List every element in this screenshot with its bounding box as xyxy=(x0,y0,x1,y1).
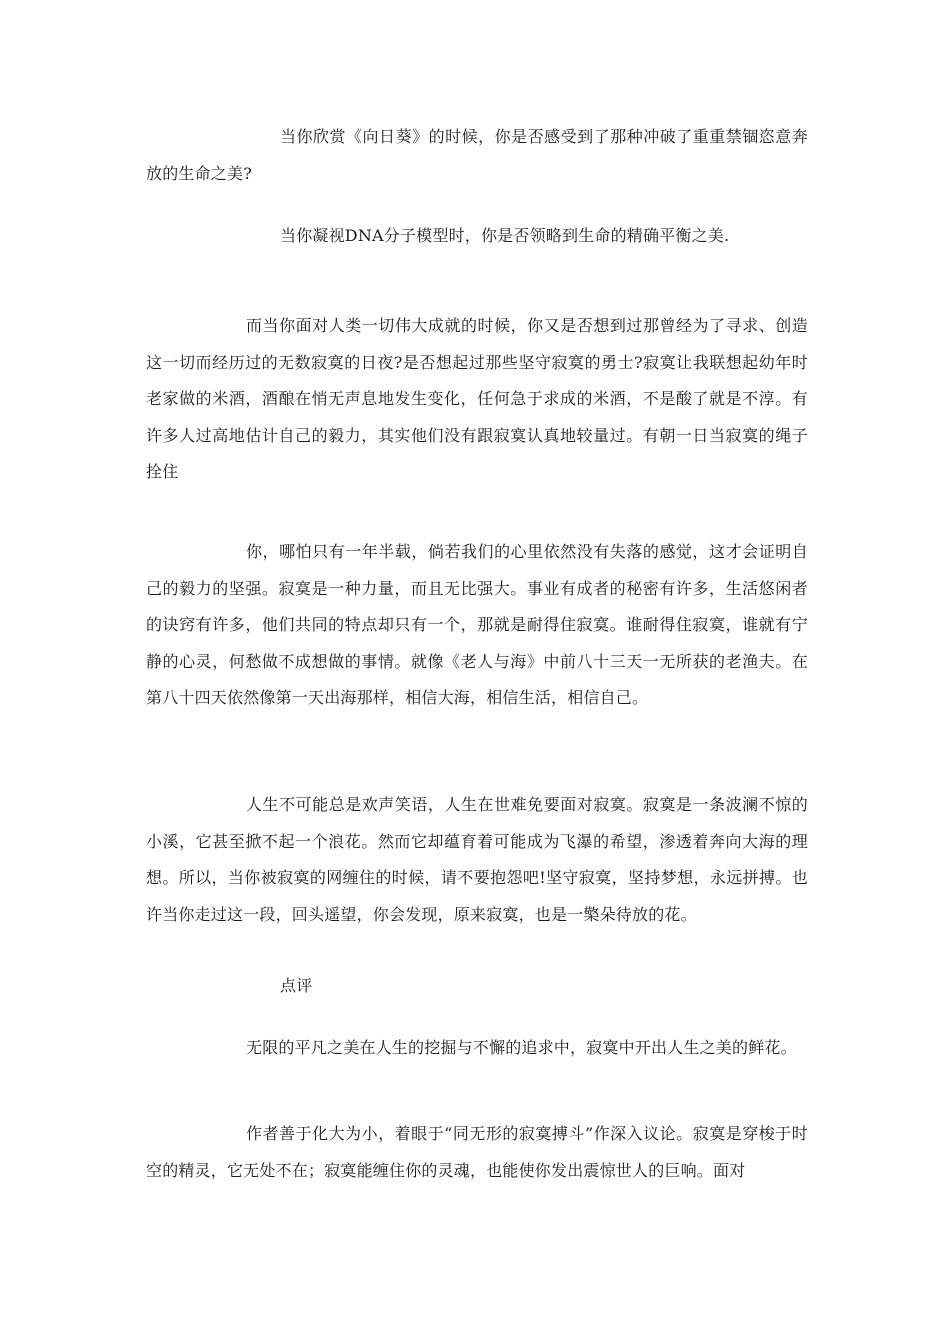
paragraph-life-loneliness: 人生不可能总是欢声笑语，人生在世难免要面对寂寞。寂寞是一条波澜不惊的小溪，它甚至掀不起一个浪花。然而它却蕴育着可能成为飞瀑的希望，渗透着奔向大海的理想。所以，当你被寂寞的网缠住的时候，请不要抱怨吧!坚守寂寞，坚持梦想，永远拼搏。也许当你走过这一段，回头遥望，你会发现，原来寂寞，也是一檠朵待放的花。 xyxy=(146,795,808,924)
section-heading-commentary: 点评 xyxy=(280,976,313,995)
paragraph-perseverance: 你，哪怕只有一年半载，倘若我们的心里依然没有失落的感觉，这才会证明自己的毅力的坚强。寂寞是一种力量，而且无比强大。事业有成者的秘密有许多，生活悠闲者的诀窍有许多，他们共同的特点却只有一个，那就是耐得住寂寞。谁耐得住寂寞，谁就有宁静的心灵，何愁做不成想做的事情。就像《老人与海》中前八十三天一无所获的老渔夫。在第八十四天依然像第一天出海那样，相信大海，相信生活，相信自己。 xyxy=(146,542,808,707)
paragraph-great-achievements: 而当你面对人类一切伟大成就的时候，你又是否想到过那曾经为了寻求、创造这一切而经历过的无数寂寞的日夜?是否想起过那些坚守寂寞的勇士?寂寞让我联想起幼年时老家做的米酒，酒酿在悄无声息地发生变化，任何急于求成的米酒，不是酸了就是不淳。有许多人过高地估计自己的毅力，其实他们没有跟寂寞认真地较量过。有朝一日当寂寞的绳子拴住 xyxy=(146,316,808,481)
paragraph-sunflower: 当你欣赏《向日葵》的时候，你是否感受到了那种冲破了重重禁锢恣意奔放的生命之美? xyxy=(146,127,808,183)
paragraph-dna: 当你凝视DNA分子模型时，你是否领略到生命的精确平衡之美. xyxy=(280,226,730,245)
paragraph-commentary-analysis: 作者善于化大为小，着眼于“同无形的寂寞搏斗”作深入议论。寂寞是穿梭于时空的精灵，它无处不在；寂寞能缠住你的灵魂，也能使你发出震惊世人的巨响。面对 xyxy=(146,1124,808,1180)
paragraph-commentary-summary: 无限的平凡之美在人生的挖掘与不懈的追求中，寂寞中开出人生之美的鲜花。 xyxy=(246,1038,797,1057)
